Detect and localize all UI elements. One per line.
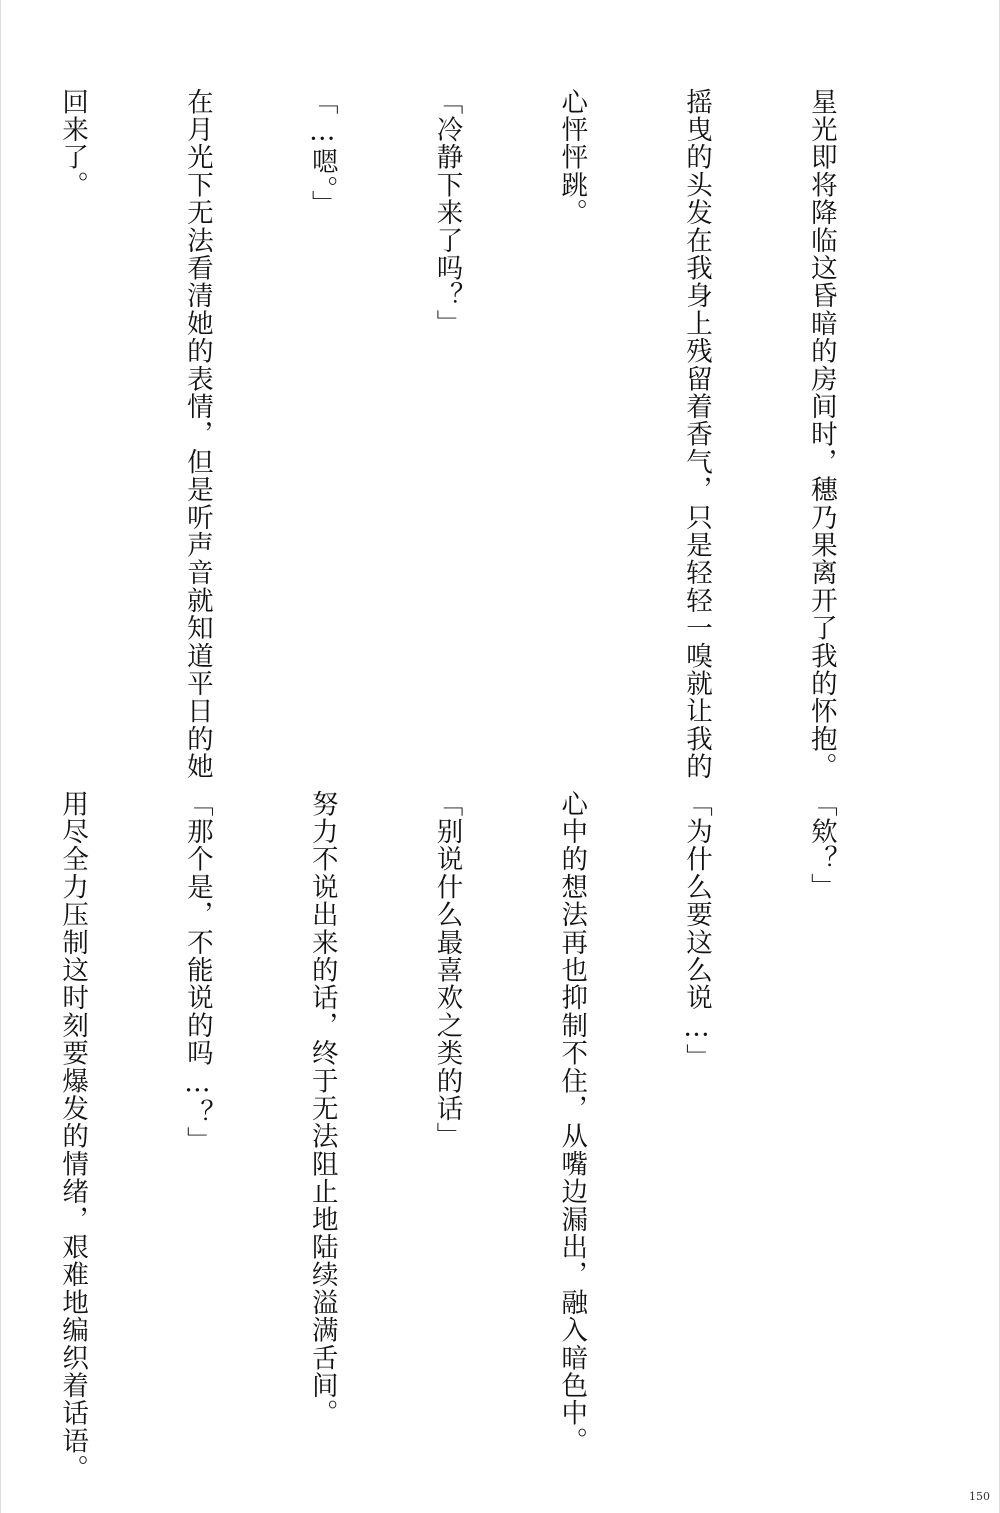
- text-line: 心怦怦跳。: [556, 88, 588, 227]
- page-number: 150: [969, 1490, 990, 1503]
- text-line: 「…嗯。」: [306, 88, 338, 218]
- lower-text-column: [0, 790, 925, 1483]
- text-line: 「为什么要这么说…」: [681, 790, 713, 1072]
- text-line: 摇曳的头发在我身上残留着香气，只是轻轻一嗅就让我的: [681, 88, 713, 781]
- text-line: 心中的想法再也抑制不住，从嘴边漏出，融入暗色中。: [556, 790, 588, 1455]
- text-line: 在月光下无法看清她的表情，但是听声音就知道平日的她: [181, 88, 213, 781]
- text-line: 「冷静下来了吗？」: [431, 88, 463, 338]
- text-line: 「那个是，不能说的吗…？」: [181, 790, 213, 1155]
- text-line: 「欸？」: [805, 790, 837, 901]
- text-line: 努力不说出来的话，终于无法阻止地陆续溢满舌间。: [306, 790, 338, 1428]
- text-line: 星光即将降临这昏暗的房间时，穗乃果离开了我的怀抱。: [805, 88, 837, 781]
- text-line: 「别说什么最喜欢之类的话」: [431, 790, 463, 1151]
- upper-text-column: [0, 88, 925, 781]
- text-line: 回来了。: [57, 88, 89, 199]
- text-line: 用尽全力压制这时刻要爆发的情绪，艰难地编织着话语。: [57, 790, 89, 1483]
